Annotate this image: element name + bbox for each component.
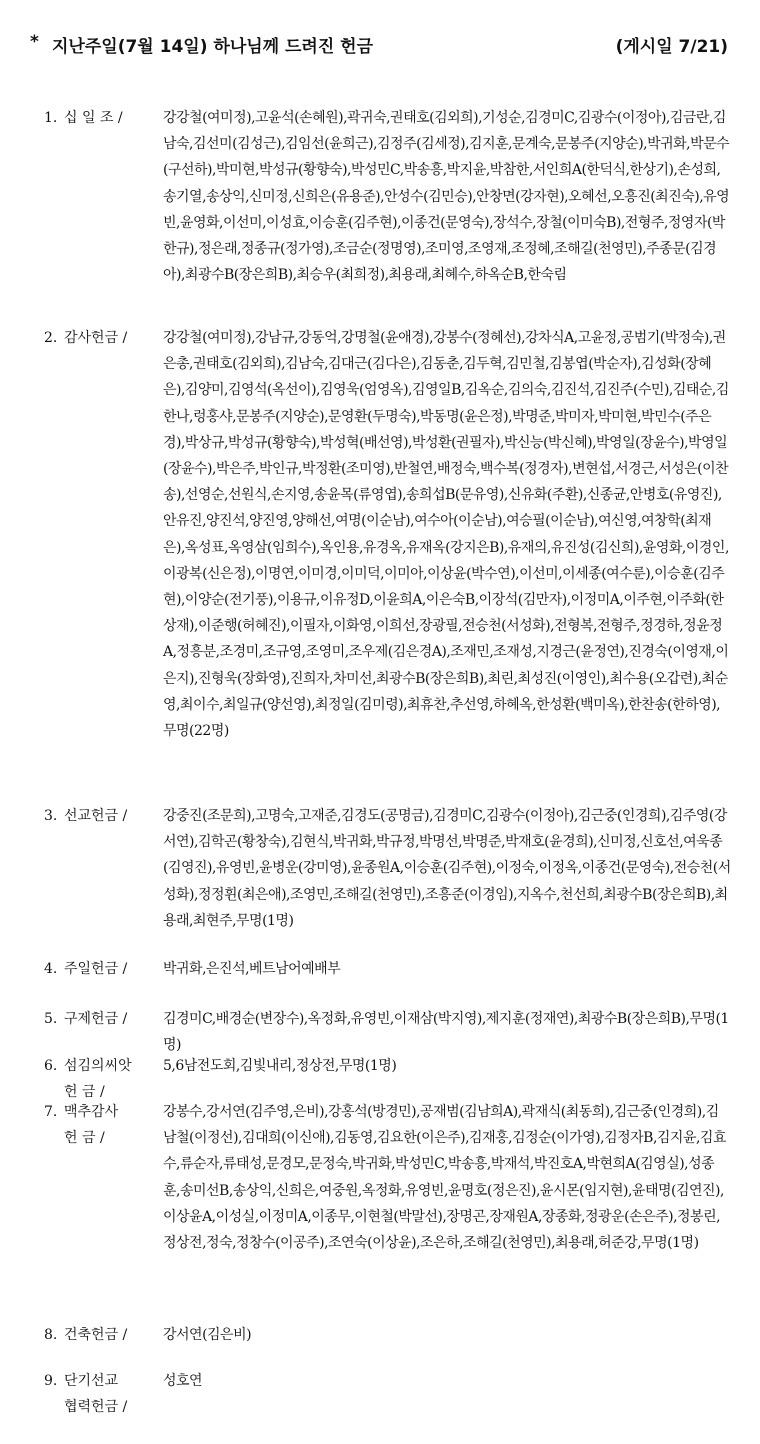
section-number: 3.: [44, 808, 58, 824]
section-label: 십 일 조 /: [64, 110, 123, 126]
section-label: 주일헌금 /: [64, 961, 128, 977]
section-number: 4.: [44, 961, 58, 977]
donor-list: 강중진(조문희),고명숙,고재준,김경도(공명금),김경미C,김광수(이정아),김근중(인경희),김주영(강서연),김학곤(황창숙),김현식,박귀화,박규정,박명선,박명준,박재호(윤경희),신미정,신호선,여욱종(김영진),유영빈,윤병운(강미영),윤종원A,이승훈(김주현),이정숙,이정옥,이종건(문영숙),전승천(서성화),정정휜(최은애),조영민,조해길(천영민),조흥준(이경임),지옥수,천선희,최광수B(장은희B),최용래,최현주,무명(1명): [163, 808, 731, 929]
section-number: 7.: [44, 1104, 58, 1120]
section-label: 감사헌금 /: [64, 330, 128, 346]
posted-date: (게시일 7/21): [615, 37, 728, 57]
section-number: 6.: [44, 1058, 58, 1074]
section-number: 1.: [44, 110, 58, 126]
page-header: [30, 30, 730, 60]
section-number: 2.: [44, 330, 58, 346]
section-label: 구제헌금 /: [64, 1011, 128, 1027]
section-label: 건축헌금 /: [64, 1327, 128, 1343]
page-title: 지난주일(7월 14일) 하나님께 드려진 헌금: [52, 37, 374, 57]
section-label: 단기선교 협력헌금 /: [64, 1373, 128, 1415]
section-label: 맥추감사 헌 금 /: [64, 1104, 119, 1146]
donor-list: 박귀화,은진석,베트남어예배부: [163, 961, 341, 977]
donor-list: 김경미C,배경순(변장수),옥정화,유영빈,이재삼(박지영),제지훈(정재연),최광수B(장은희B),무명(1명): [163, 1011, 729, 1054]
section-label: 섬김의씨앗 헌 금 /: [64, 1058, 132, 1100]
donor-list: 성호연: [163, 1373, 203, 1389]
donor-list: 5,6남전도회,김빛내리,정상전,무명(1명): [163, 1058, 397, 1074]
section-label: 선교헌금 /: [64, 808, 128, 824]
bullet-star-icon: *: [30, 32, 39, 52]
donor-list: 강봉수,강서연(김주영,은비),강홍석(방경민),공재범(김남희A),곽재식(최동희),김근중(인경희),김남철(이정선),김대희(이신애),김동영,김요한(이은주),김재홍,김정순(이가영),김정자B,김지윤,김효수,류순자,류태성,문경모,문정숙,박귀화,박성민C,박송흥,박재석,박진호A,박현희A(김영실),성종훈,송미선B,송상익,신희은,여중원,옥정화,유영빈,윤명호(정은진),윤시몬(임지현),윤태명(김연진),이상윤A,이성실,이정미A,이종무,이현철(박말선),장명곤,장재원A,장종화,정광운(손은주),정봉린,정상전,정숙,정창수(이공주),조연숙(이상윤),조은하,조해길(천영민),최용래,허준강,무명(1명): [163, 1104, 726, 1252]
donor-list: 강서연(김은비): [163, 1327, 252, 1343]
donor-list: 강강철(여미정),강남규,강동억,강명철(윤애경),강봉수(정혜선),강차식A,고윤정,공범기(박정숙),권은총,권태호(김외희),김남숙,김대근(김다은),김동춘,김두혁,김민철,김봉엽(박순자),김성화(장혜은),김양미,김영석(옥선이),김영욱(엄영옥),김영일B,김옥순,김의숙,김진석,김진주(수민),김태순,김한나,렁홍샤,문봉주(지양순),문영환(두명숙),박동명(윤은정),박명준,박미자,박미현,박민수(주은경),박상규,박성규(황향숙),박성혁(배선영),박성환(권필자),박신능(박신혜),박영일(장윤수),박영일(장윤수),박은주,박인규,박정환(조미영),반철연,배정숙,백수복(정경자),변현섭,서경근,서성은(이찬송),선영순,선원식,손지영,송윤목(류영엽),송희섭B(문유영),신유화(주환),신종균,안병호(유영진),안유진,양진석,양진영,양해선,여명(이순남),여수아(이순남),여승필(이순남),여신영,여창학(최재은),옥성표,옥영삼(임희수),옥인용,유경옥,유재옥(강지은B),유재의,유진성(김신희),윤영화,이경인,이광복(신은정),이명연,이미경,이미덕,이미아,이상윤(박수연),이선미,이세종(여수룬),이승훈(김주현),이양순(전기풍),이용규,이유정D,이윤희A,이은숙B,이장석(김만자),이정미A,이주현,이주화(한상재),이준행(허혜진),이필자,이화영,이희선,장광필,전승천(서성화),전형복,전형주,정경하,정윤정A,정흥분,조경미,조규영,조영미,조우제(김은경A),조재민,조재성,지경근(윤정연),진경숙(이영재,이은지),진형욱(장화영),진희자,차미선,최광수B(장은희B),최린,최성진(이영인),최수용(오갑련),최순영,최이수,최일규(양선영),최정일(김미령),최휴찬,추선영,하혜옥,한성환(백미옥),한찬송(한하영),무명(22명): [163, 330, 729, 740]
section-number: 5.: [44, 1011, 58, 1027]
section-number: 9.: [44, 1373, 58, 1389]
section-number: 8.: [44, 1327, 58, 1343]
donor-list: 강강철(여미정),고윤석(손혜원),곽귀숙,권태호(김외희),기성순,김경미C,김광수(이정아),김금란,김남숙,김선미(김성근),김임선(윤희근),김정주(김세정),김지훈,문계숙,문봉주(지양순),박귀화,박문수(구선하),박미현,박성규(황향숙),박성민C,박송흥,박지윤,박참한,서인희A(한덕식,한상기),손성희,송기열,송상익,신미정,신희은(유용준),안성수(김민승),안창면(강자현),오혜선,오흥진(최진숙),유영빈,윤영화,이선미,이성효,이승훈(김주현),이종건(문영숙),장석수,장철(이미숙B),전형주,정영자(박한규),정은래,정종규(정가영),조금순(정명영),조미영,조영재,조정혜,조해길(천영민),주종문(김경아),최광수B(장은희B),최승우(최희정),최용래,최혜수,하옥순B,한숙림: [163, 110, 730, 284]
